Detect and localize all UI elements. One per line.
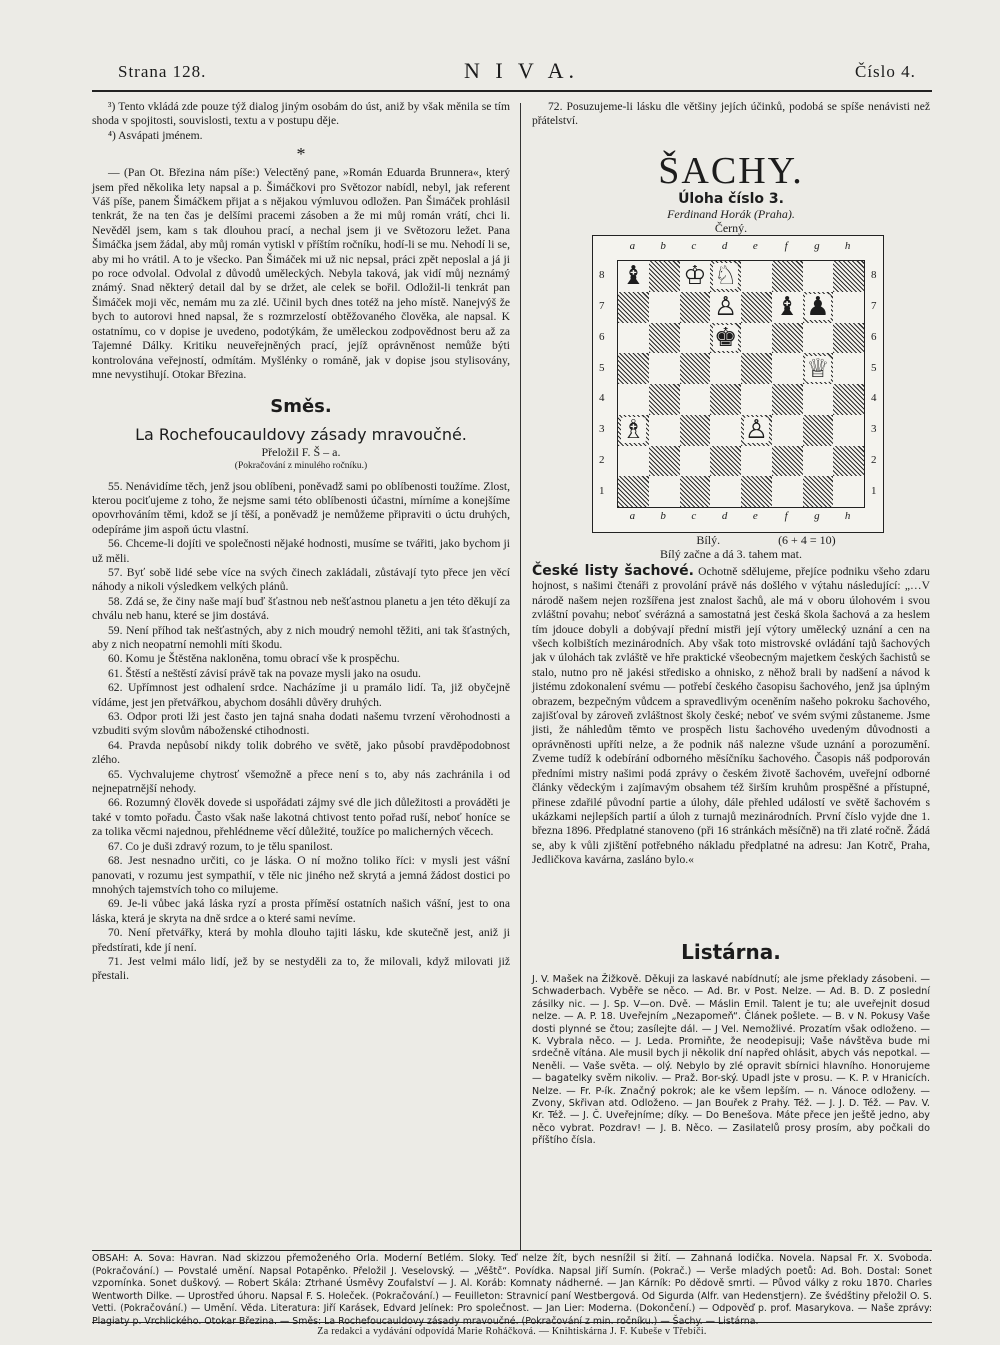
- board-square: [618, 415, 649, 446]
- rank-label: 2: [599, 453, 605, 466]
- board-square: [772, 353, 803, 384]
- file-label: c: [691, 510, 697, 522]
- imprint: Za redakci a vydávání odpovídá Marie Roháčková. — Knihtiskárna J. F. Kubeše v Třebíči.: [317, 1326, 707, 1337]
- board-square: [833, 415, 864, 446]
- maxim: 65. Vychvalujeme chytrosť všemožně a přece není s to, aby nás zachránila i od nejnepatrnější nehody.: [92, 767, 510, 796]
- contents-rule: [92, 1250, 932, 1251]
- board-square: [680, 292, 711, 323]
- file-label: a: [629, 240, 636, 252]
- rank-label: 4: [599, 392, 605, 405]
- board-square: [649, 446, 680, 477]
- maxim: 63. Odpor proti lži jest často jen tajná snaha dodati našemu tvrzení věrohodnosti a vzbuditi svým slovům náboženské ctihodnosti.: [92, 710, 510, 738]
- rank-label: 6: [599, 330, 605, 343]
- file-label: e: [752, 240, 758, 252]
- board-square: [649, 353, 680, 384]
- listarna-body: J. V. Mašek na Žižkově. Děkuji za laskavé nabídnutí; ale jsme překlady zásobeni. — Schwaderbach. Vyběře se něco. — Ad. Br. v Post. Nelze. — Ad. B. D. Z poslední zásilky nic. — J. Sp. V—on. Dvě. — Máslin Emil. Talent je tu; ale uveřejnit dosud nelze. — A. P. 18. Uveřejním „Nezapomeň“. Článek pošlete. — B. v N. Pokusy Vaše dosti plynné se čtou; zasílejte dál. — J Vel. Nemožlivé. Prozatím však odloženo. — K. Vybrala něco. — J. Leda. Promiňte, že neodepisuji; Vaše návštěva bude mi srdečně vítána. Ale musil bych ji několik dní napřed ohlásit, abych vás nepotkal. — Neněli. — Vaše světa. — olý. Nebylo by zlé opravit sbírnici hlavního. Honorujeme — bagatelky svěm nikoliv. — Praž. Bor-ský. Upadl jste v prosu. — K. P. v Hranicích. Nelze. — Fr. P-ík. Značný pokrok; ale ke všem lepším. — n. Vánoce odloženy. — Zvony, Skřivan atd. Odloženo. — Jan Bouřek z Prahy. Též. — J. J. D. Též. — Pav. V. Kr. Též. — J. Č. Uveřejníme; díky. — Do Benešova. Máte přece jen ještě jedno, aby něco vybrat. Pozdrav! — J. B. Něco. — Zasilatelů prosy prosím, aby počkali do příštího čísla.: [532, 974, 930, 1147]
- rank-label: 1: [599, 484, 605, 497]
- board-square: [833, 323, 864, 354]
- board-square: [618, 446, 649, 477]
- board-square: [680, 415, 711, 446]
- rank-label: 3: [871, 423, 877, 436]
- maxim: 61. Štěstí a neštěstí závisí právě tak na povaze mysli jako na osudu.: [108, 666, 421, 680]
- board-square: [649, 323, 680, 354]
- rank-label: 3: [599, 423, 605, 436]
- board-square: [680, 446, 711, 477]
- file-label: h: [844, 510, 851, 522]
- chess-piece: ♙: [713, 292, 738, 322]
- chess-black-label: Černý.: [714, 220, 748, 235]
- board-square: [833, 292, 864, 323]
- right-column-top: [532, 100, 930, 235]
- board-square: [710, 384, 741, 415]
- file-label: c: [691, 240, 697, 252]
- chess-white-label: Bílý.: [696, 533, 721, 547]
- rank-label: 1: [871, 484, 877, 497]
- chess-board: [617, 260, 865, 508]
- journal-title: N I V A.: [464, 58, 579, 83]
- file-labels-bottom: [617, 510, 863, 522]
- separator-star: *: [296, 144, 306, 165]
- article-title: La Rochefoucauldovy zásady mravoučné.: [135, 424, 467, 444]
- ceske-listy-body: Ochotně sdělujeme, přejíce podniku všeho zdaru hojnost, s našimi čtenáři z provolání právě nás došlého v výtahu následující: „…V národě našem nejen rozšířena jest znalost šachů, ale má v oboru úlohovém i svou zvláštní povahu; neboť svérázná a samostatná jest česká škola šachová a za heslem tím jdouce dobyli a dobývají přední mistři její výtory umělecký uznání a cen na všech kolbištích mezinárodních. Aby však toto mistrovské ovládání tajů šachových jak v úlohách tak zvláště ve hře praktické všeobecným majetkem českých šachistů se stalo, nutno pro ně jakési středisko a ohnisko, z něhož brali by nadšení a návod k jistému zdokonalení svému — potřebí českého časopisu šachového, jenž jsa úplným obrazem, bezpečným vůdcem a spravedlivým oceněním našeho pokroku šachového, zajišťoval by zároveň zvláštnost školy české; neboť ve svém svými zůstaneme. Jsme jisti, že náhledům těmto ve prospěch listu šachového uvedeným důvodnosti a oprávněnosti upříti nelze, a že podnik náš nalezne všude uznání a porozumění. Zveme tudíž k odebírání odborného měsíčníku šachového. Časopis náš podporován předními mistry našimi podá zprávy o českém životě šachovém, uveřejní odborné články vědeckým i zajímavým obsahem též širším kruhům prospěšné a přístupné, přinese zdařilé původní partie a úlohy, dále přehled událostí ve světě šachovém s ukázkami nejlepších partií a úloh z turnajů mezinárodních. První číslo vyjde dne 1. března 1896. Předplatné stanoveno (při 16 stránkách měsíčně) na tři zlaté ročně. Žádá se, aby k vůli zjištění potřebného nákladu předplatné na adresu: Jan Kotrč, Praha, Jedličkova kavárna, zasláno bylo.«: [532, 565, 930, 867]
- file-label: d: [721, 240, 728, 252]
- board-square: [741, 292, 772, 323]
- file-label: d: [721, 510, 728, 522]
- file-label: g: [814, 510, 820, 522]
- rank-label: 8: [599, 269, 605, 282]
- chess-piece: ♝: [621, 261, 646, 291]
- board-square: [649, 415, 680, 446]
- rank-label: 7: [871, 300, 877, 313]
- board-square: [741, 446, 772, 477]
- section-smes: Směs.: [270, 396, 332, 418]
- chess-author: Ferdinand Horák (Praha).: [667, 206, 795, 221]
- listarna-title: Listárna.: [681, 940, 781, 964]
- file-label: b: [660, 240, 666, 252]
- chess-task: Bílý začne a dá 3. tahem mat.: [660, 547, 802, 561]
- board-square: [618, 476, 649, 507]
- board-square: [618, 292, 649, 323]
- translator: Přeložil F. Š – a.: [261, 444, 341, 459]
- maxim-72: 72. Posuzujeme-li lásku dle většiny jejích účinků, podobá se spíše nenávisti než přátelství.: [532, 100, 930, 128]
- board-square: [710, 415, 741, 446]
- maxim: 67. Co je duši zdravý rozum, to je tělu spanilost.: [108, 839, 333, 853]
- piece-count: (6 + 4 = 10): [778, 533, 836, 547]
- board-square: [772, 476, 803, 507]
- board-square: [803, 261, 834, 292]
- maxim: 66. Rozumný člověk dovede si uspořádati zájmy své dle jich důležitosti a prováděti je také v tomto pořadu. Často však naše lakotná chtivost tento pořad ruší, neboť honíce se za tolika věcmi najednou, přehlédneme věcí důležité, toužíce po malicherných věcech.: [92, 796, 510, 839]
- board-square: [741, 384, 772, 415]
- board-square: [772, 384, 803, 415]
- file-label: h: [844, 240, 851, 252]
- board-square: [803, 353, 834, 384]
- board-square: [680, 353, 711, 384]
- maxim: 55. Nenávidíme těch, jenž jsou oblíbeni, poněvadž sami po oblíbenosti toužíme. Zlost, kterou pociťujeme z toho, že nejsme sami této oblíbenosti účastni, mírníme a konejšíme opovrhováním těmi, kdož se jí těší, a poněvadž je nemůžeme připraviti o úctu druhých, odepíráme jim aspoň úctu vlastní.: [92, 479, 510, 536]
- file-label: a: [629, 510, 636, 522]
- board-square: [833, 476, 864, 507]
- page-number: Strana 128.: [118, 62, 207, 81]
- maxim: 58. Zdá se, že činy naše mají buď šťastnou neb nešťastnou planetu a jen této děkují za chválu neb hanu, které se jim dostává.: [92, 594, 510, 623]
- file-label: b: [660, 510, 666, 522]
- rank-label: 6: [871, 330, 877, 343]
- rank-label: 8: [871, 269, 877, 282]
- chess-piece: ♙: [744, 415, 769, 445]
- board-square: [680, 261, 711, 292]
- rank-label: 2: [871, 453, 877, 466]
- listarna-section: [532, 940, 930, 1148]
- board-square: [710, 323, 741, 354]
- board-square: [618, 353, 649, 384]
- file-label: f: [784, 510, 788, 522]
- board-square: [772, 415, 803, 446]
- ceske-listy-article: [532, 564, 930, 868]
- rank-labels-right: [871, 260, 877, 506]
- maxim: 64. Pravda nepůsobí nikdy tolik dobrého ve světě, jako působí pravděpodobnost zlého.: [92, 738, 510, 767]
- rank-labels-left: [599, 260, 605, 506]
- maxim: 71. Jest velmi málo lidí, jež by se nestyděli za to, že milovali, když milovati již přestali.: [92, 954, 510, 983]
- board-square: [618, 323, 649, 354]
- board-square: [710, 353, 741, 384]
- board-square: [680, 476, 711, 507]
- board-square: [772, 323, 803, 354]
- file-label: e: [752, 510, 758, 522]
- maxim: 68. Jest nesnadno určiti, co je láska. O ní možno toliko říci: v mysli jest vášní panovati, v rozumu jest sympathií, v těle nic jiného než skrytá a jemná žádost dostici po mnohých tajemstvích toho co milujeme.: [92, 854, 510, 896]
- maxim: 56. Chceme-li dojíti ve společnosti nějaké hodnosti, musíme se tvářiti, jako bychom ji už měli.: [92, 537, 510, 565]
- maxim: 59. Není příhod tak nešťastných, aby z nich moudrý nemohl těžiti, ani tak šťastných, aby z nich neopatrní nemohli míti škodu.: [92, 623, 510, 651]
- ceske-listy-title: České listy šachové.: [532, 563, 694, 579]
- file-label: g: [814, 240, 820, 252]
- board-square: [772, 261, 803, 292]
- left-column: [92, 100, 510, 984]
- footnote-3: ³) Tento vkládá zde pouze týž dialog jiným osobám do úst, aniž by však měnila se tím shoda v spojitosti, souvislosti, textu a v postupu děje.: [92, 100, 510, 128]
- board-square: [803, 292, 834, 323]
- rank-label: 7: [599, 300, 605, 313]
- board-square: [618, 261, 649, 292]
- chess-diagram: [592, 235, 884, 533]
- header-rule: [92, 90, 932, 92]
- rank-label: 5: [599, 361, 605, 374]
- board-square: [649, 261, 680, 292]
- board-square: [649, 292, 680, 323]
- rank-label: 5: [871, 361, 877, 374]
- chess-piece: ♘: [713, 261, 738, 291]
- board-square: [680, 323, 711, 354]
- board-square: [741, 323, 772, 354]
- board-square: [710, 476, 741, 507]
- chess-piece: ♟: [806, 292, 830, 322]
- letter-brezina: — (Pan Ot. Březina nám píše:) Velectěný pane, »Román Eduarda Brunnera«, který jsem před několika lety napsal a p. Šimáčkovi pro Světozor nabídl, nebyl, jak referent Váš píše, panem Šimáčkem přijat a s nějakou výmluvou odložen. Pan Šimáček prohlásil tenkrát, že na ten čas je delšími pracemi zásoben a že mi můj román vrátí, chci li. Nevěděl jsem, kam s tak dlouhou prací, a nechal jsem ji ve Světozoru ležet. Pana Šimáčka jsem žádal, aby můj román vytiskl v příštím ročníku, hodí-li se mu. Nehodí li se, aby mi ho vrátil. A to je všecko. Pan Šimáček mi už nic nepsal, práci zpět neposlal a já ji po roce odvolal. Odvolal z důvodů uměleckých. Nebyla taková, jak vidí můj neznámý známý. Snad některý detail dal by se držet, ale celek se bořil. Odložil-li tenkrát pan Šimáček moji věc, nemám mu za zlé. Učinil bych dnes totéž na jeho místě. Nanejvýš že bych to autorovi hned napsal, že s rozmrzelostí obtěžovaného člověka, ale napsal. K ostatnímu, co v dopise je uvedeno, podotýkám, že uměleckou zodpovědnost beru až za Tajemné Dálky. Kritiku neuveřejněných prací, jejíž oprávněnost nemůže býti kontrolována veřejností, odmítám. Myšlénky o románě, jak v dopise jsou stylisovány, mne nevystihují. Otokar Březina.: [92, 166, 510, 381]
- maxim: 70. Není přetvářky, která by mohla dlouho tajiti lásku, kde skutečně jest, aniž ji předstírati, kde jí není.: [92, 926, 510, 954]
- board-square: [741, 353, 772, 384]
- column-divider: [520, 103, 521, 1251]
- board-square: [618, 384, 649, 415]
- issue-number: Číslo 4.: [855, 62, 916, 81]
- board-square: [741, 476, 772, 507]
- board-square: [710, 446, 741, 477]
- file-label: f: [784, 240, 788, 252]
- board-square: [772, 292, 803, 323]
- board-square: [803, 446, 834, 477]
- board-square: [803, 415, 834, 446]
- table-of-contents: OBSAH: A. Sova: Havran. Nad skizzou přemoženého Orla. Moderní Betlém. Sloky. Teď nelze žít, bych nesnížil si žití. — Zahnaná lodička. Novela. Napsal Fr. X. Svoboda. (Pokračování.) — Povstalé umění. Napsal Potapěnko. Přeložil J. Veselovský. — „Věštč“. Povídka. Napsal Jiří Sumín. (Pokrač.) — Verše mladých poetů: Ad. Boh. Dostal: Sonet vzpomínka. Sonet duškový. — Robert Skála: Ztrhané Úsměvy Zoufalství — J. Al. Koráb: Komnaty nádherné. — Jan Kárník: Po dědově smrti. — Původ války z roku 1870. Charles Wentworth Dilke. — Uprostřed úhoru. Napsal F. S. Holeček. (Pokračování.) — Feuilleton: Stravnicí paní Westbergová. Od Sigurda (Alfr. van Hedenstjern). Ze švédštiny přeložil O. S. Vetti. (Pokračování.) — Umění. Věda. Literatura: Jiří Karásek, Edvard Jelínek: Pro společnost. — Jan Lier: Moderna. (Dokončení.) — Odpověď p. prof. Masarykova. — Naše zprávy: Plagiaty p. Vrchlického. Otokar Březina. — Směs: La Rochefoucauldovy zásady mravoučné. (Pokračování z min. ročníku.) — Šachy. — Listárna.: [92, 1253, 932, 1327]
- board-square: [803, 323, 834, 354]
- board-square: [649, 384, 680, 415]
- chess-piece: ♗: [621, 415, 646, 445]
- chess-problem-number: Úloha číslo 3.: [678, 190, 784, 207]
- maxim: 57. Byť sobě lidé sebe více na svých činech zakládali, zůstávají tyto přece jen věcí náhody a nikoli výsledkem velkých plánů.: [92, 565, 510, 594]
- board-square: [833, 384, 864, 415]
- maxim: 69. Je-li vůbec jaká láska ryzí a prosta příměsí ostatních našich vášní, jest to ona láska, která je skryta na dně srdce a o které sami nevíme.: [92, 897, 510, 925]
- chess-piece: ♚: [713, 322, 738, 352]
- board-square: [741, 415, 772, 446]
- maxim: 62. Upřímnost jest odhalení srdce. Nacházíme ji u pramálo lidí. Ta, již obyčejně vídáme, jest jen přetvářkou, abychom dosáhli důvěry druhých.: [92, 681, 510, 709]
- board-square: [710, 261, 741, 292]
- continued-note: (Pokračování z minulého ročníku.): [234, 461, 368, 472]
- board-square: [680, 384, 711, 415]
- rank-label: 4: [871, 392, 877, 405]
- board-square: [833, 353, 864, 384]
- board-square: [803, 384, 834, 415]
- board-square: [833, 446, 864, 477]
- chess-footer: [532, 533, 930, 561]
- board-square: [741, 261, 772, 292]
- board-square: [833, 261, 864, 292]
- footnote-4: ⁴) Asvápati jménem.: [108, 128, 203, 142]
- file-labels-top: [617, 240, 863, 252]
- board-square: [772, 446, 803, 477]
- board-square: [803, 476, 834, 507]
- chess-heading: ŠACHY.: [658, 149, 804, 192]
- chess-piece: ♔: [683, 261, 707, 291]
- maxims-list: [92, 480, 510, 984]
- chess-piece: ♕: [806, 353, 830, 383]
- chess-piece: ♝: [775, 292, 799, 322]
- maxim: 60. Komu je Štěstěna nakloněna, tomu obrací vše k prospěchu.: [108, 652, 400, 666]
- board-square: [710, 292, 741, 323]
- board-square: [649, 476, 680, 507]
- imprint-rule: [92, 1322, 932, 1323]
